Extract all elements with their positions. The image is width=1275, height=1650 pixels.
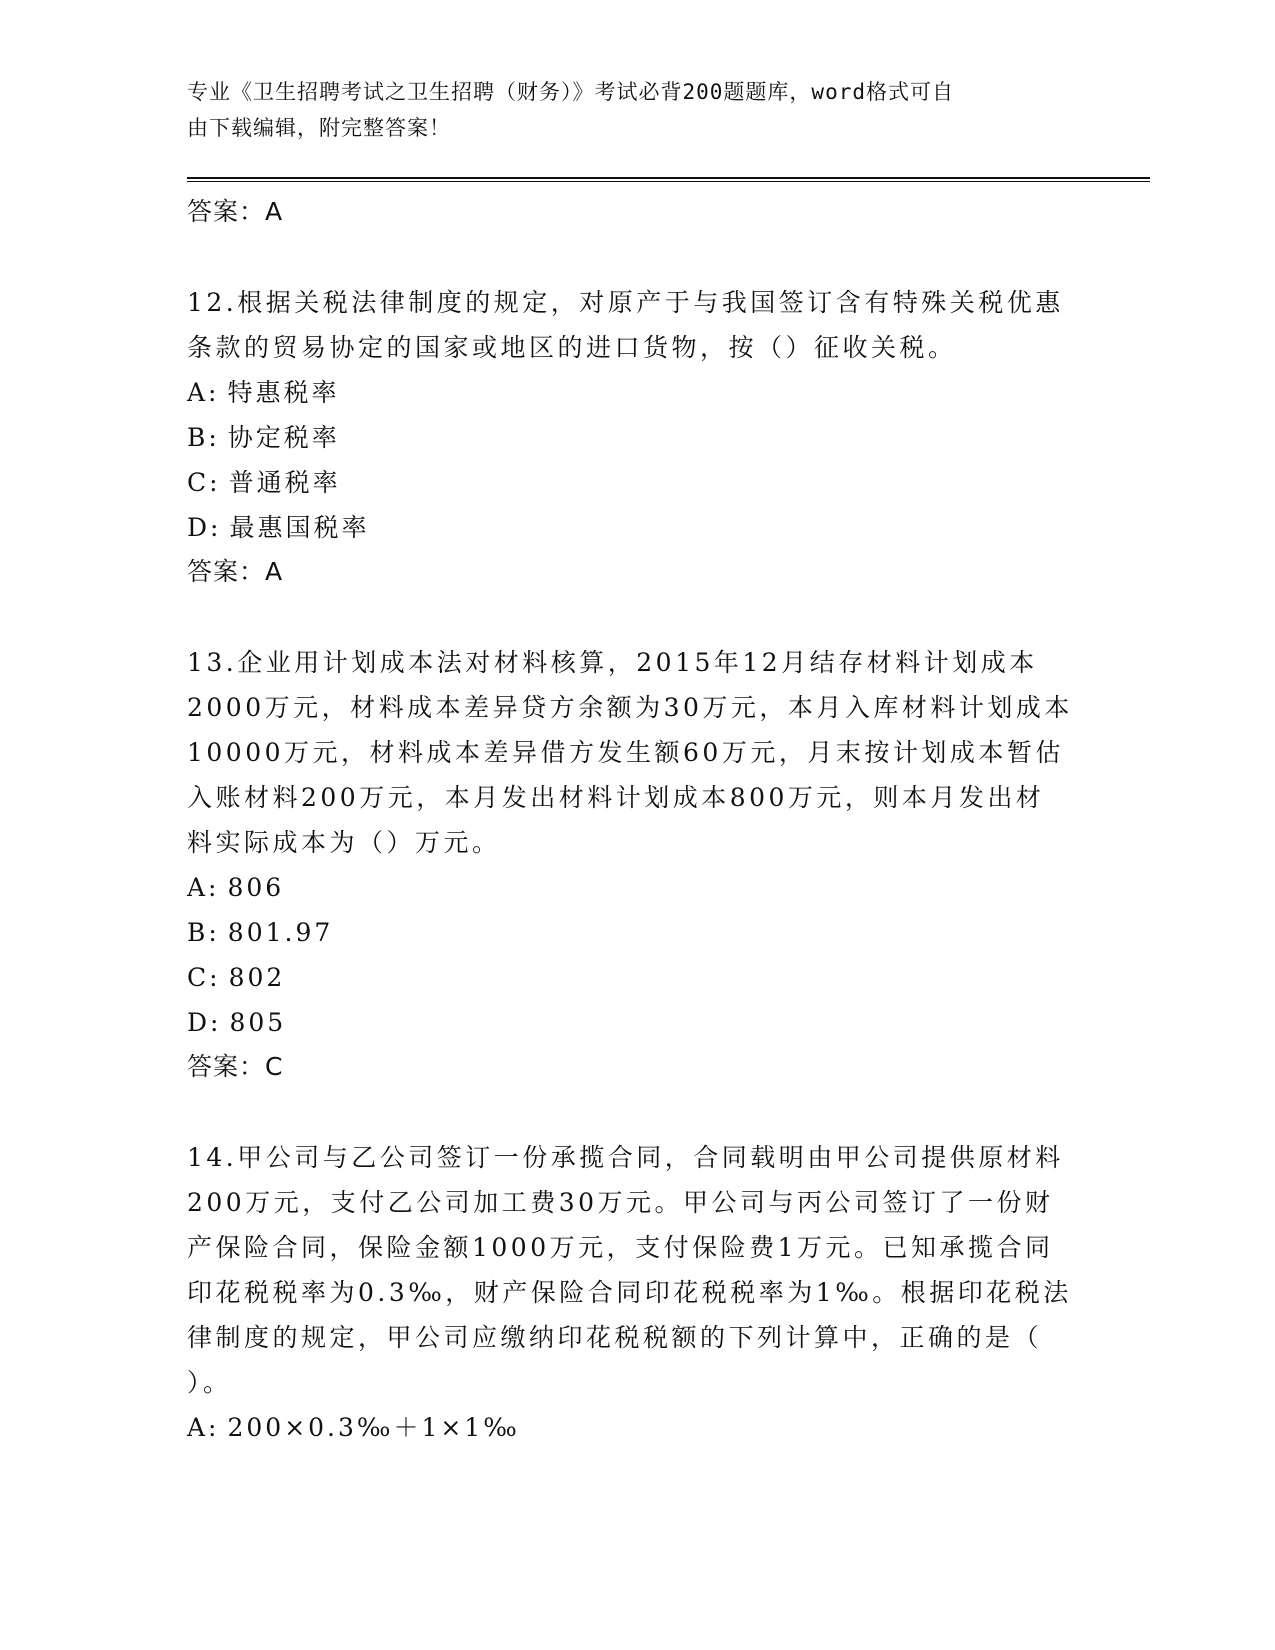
header-divider (187, 177, 1150, 182)
stem-line: 产保险合同，保险金额1000万元，支付保险费1万元。已知承揽合同 (187, 1233, 1054, 1262)
option-letter: C: (187, 468, 221, 497)
stem-line: 12.根据关税法律制度的规定，对原产于与我国签订含有特殊关税优惠 (187, 288, 1064, 317)
option-letter: A: (187, 378, 220, 407)
option-letter: B: (187, 918, 220, 947)
stem-line: ）。 (187, 1368, 232, 1397)
question-stem (187, 1135, 1087, 1405)
stem-line: 13.企业用计划成本法对材料核算，2015年12月结存材料计划成本 (187, 648, 1038, 677)
option-letter: A: (187, 873, 220, 902)
option-letter: B: (187, 423, 220, 452)
answer: 答案：A (187, 557, 284, 586)
stem-line: 印花税税率为0.3‰，财产保险合同印花税税率为1‰。根据印花税法 (187, 1278, 1072, 1307)
option-b (187, 910, 1087, 955)
previous-answer: 答案：A (187, 197, 284, 226)
stem-line: 2000万元，材料成本差异贷方余额为30万元，本月入库材料计划成本 (187, 693, 1073, 722)
option-letter: C: (187, 963, 221, 992)
option-text: 特惠税率 (227, 378, 340, 407)
stem-line: 10000万元，材料成本差异借方发生额60万元，月末按计划成本暂估 (187, 738, 1064, 767)
option-d (187, 505, 1087, 550)
stem-line: 入账材料200万元，本月发出材料计划成本800万元，则本月发出材 (187, 783, 1045, 812)
option-a (187, 370, 1087, 415)
option-letter: D: (187, 1008, 222, 1037)
stem-line: 条款的贸易协定的国家或地区的进口货物，按（）征收关税。 (187, 333, 957, 362)
option-a (187, 1405, 1087, 1450)
option-text: 805 (229, 1008, 287, 1037)
answer: 答案：C (187, 1052, 284, 1081)
header-line-2: 由下载编辑，附完整答案！ (187, 116, 451, 140)
page-header (187, 74, 1067, 146)
document-body (187, 190, 1087, 1450)
option-d (187, 1000, 1087, 1045)
option-text: 806 (227, 873, 285, 902)
option-b (187, 415, 1087, 460)
option-text: 200×0.3‰＋1×1‰ (227, 1413, 520, 1442)
question-13 (187, 640, 1087, 1089)
option-c (187, 460, 1087, 505)
question-stem (187, 640, 1087, 865)
option-letter: A: (187, 1413, 220, 1442)
option-a (187, 865, 1087, 910)
header-line-1: 专业《卫生招聘考试之卫生招聘（财务）》考试必背200题题库，word格式可自 (187, 80, 954, 104)
question-14 (187, 1135, 1087, 1450)
stem-line: 料实际成本为（）万元。 (187, 828, 501, 857)
option-text: 802 (228, 963, 286, 992)
option-c (187, 955, 1087, 1000)
option-text: 普通税率 (228, 468, 341, 497)
option-letter: D: (187, 513, 222, 542)
stem-line: 14.甲公司与乙公司签订一份承揽合同，合同载明由甲公司提供原材料 (187, 1143, 1064, 1172)
option-text: 最惠国税率 (229, 513, 370, 542)
question-stem (187, 280, 1087, 370)
stem-line: 律制度的规定，甲公司应缴纳印花税税额的下列计算中，正确的是（ (187, 1323, 1043, 1352)
question-12 (187, 280, 1087, 594)
option-text: 协定税率 (227, 423, 340, 452)
stem-line: 200万元，支付乙公司加工费30万元。甲公司与丙公司签订了一份财 (187, 1188, 1054, 1217)
option-text: 801.97 (227, 918, 334, 947)
